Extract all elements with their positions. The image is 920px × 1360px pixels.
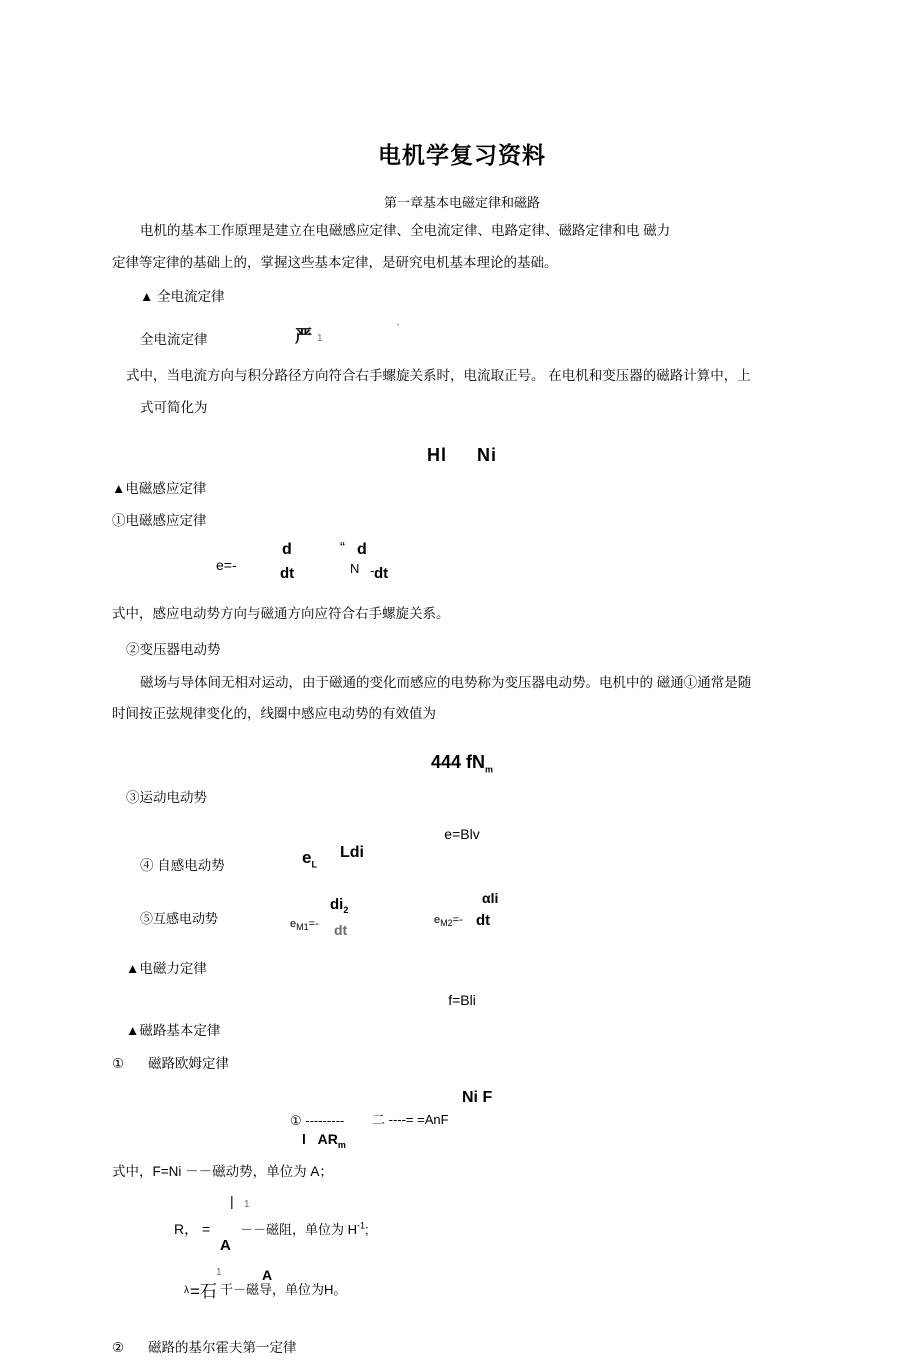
item-self-emf: ④ 自感电动势 <box>140 858 225 874</box>
note-magnetomotive-force: 式中，F=Ni －－磁动势，单位为 A； <box>112 1164 333 1180</box>
item-transformer-emf: ②变压器电动势 <box>126 642 221 658</box>
equation-444-sub: m <box>485 764 494 775</box>
equation-dt-m2: dt <box>476 912 491 930</box>
equation-ohm-two: 二 ----= =AnF <box>372 1112 449 1128</box>
document-body <box>112 0 812 1360</box>
equation-full-current-label: 全电流定律 <box>140 331 208 347</box>
equation-em2: $e_{M2}=-$ <box>434 914 463 929</box>
equation-faraday-dt2: dt <box>374 565 389 583</box>
equation-permeance-desc: 干－磁导，单位为H。 <box>220 1281 347 1297</box>
equation-eblv: e=Blv <box>444 826 480 843</box>
equation-full-current-tick1: 1 <box>317 332 323 344</box>
equation-self-inductance <box>112 844 812 880</box>
full-current-note-line2: 式可简化为 <box>140 399 208 415</box>
equation-reluctance-desc: －－磁阻，单位为 $H^{-1}$; <box>240 1220 369 1237</box>
item-induction-law: ①电磁感应定律 <box>112 512 207 528</box>
equation-faraday-d2: d <box>357 541 367 559</box>
item-magnetic-ohm-law <box>112 1051 812 1077</box>
page-title: 电机学复习资料 <box>378 142 546 168</box>
equation-reluctance-a: A <box>220 1236 231 1254</box>
item-magnetic-ohm-number: ① <box>112 1056 125 1072</box>
equation-fbli: f=Bli <box>448 991 476 1008</box>
section-magnetic-circuit-laws: ▲磁路基本定律 <box>126 1022 221 1038</box>
intro-paragraph-line1: 电机的基本工作原理是建立在电磁感应定律、全电流定律、电路定律、磁路定律和电 磁力 <box>140 223 671 238</box>
equation-reluctance-one: 1 <box>244 1198 250 1210</box>
equation-dt-m1: dt <box>334 922 348 939</box>
induction-note: 式中，感应电动势方向与磁通方向应符合右手螺旋关系。 <box>112 606 450 622</box>
equation-self-e: $e_L$ <box>302 848 317 870</box>
intro-paragraph-line2: 定律等定律的基础上的，掌握这些基本定律，是研究电机基本理论的基础。 <box>112 254 558 270</box>
item-motion-emf: ③运动电动势 <box>126 789 207 805</box>
chapter-heading: 第一章基本电磁定律和磁路 <box>383 195 540 210</box>
equation-reluctance-bar: | <box>230 1192 234 1209</box>
equation-ohm-nif: Ni F <box>462 1089 493 1107</box>
equation-permeance <box>112 1267 812 1327</box>
transformer-paragraph-line1: 磁场与导体间无相对运动，由于磁通的变化而感应的电势称为变压器电动势。电机中的 磁通①通常是随 <box>140 674 752 690</box>
item-mutual-emf: ⑤互感电动势 <box>140 911 219 927</box>
equation-faraday-dt1: dt <box>280 565 295 583</box>
equation-permeance-lambda: λ <box>184 1284 189 1296</box>
item-kirchhoff-number: ② <box>112 1339 125 1355</box>
equation-ohm-line: ① --------- <box>290 1113 345 1129</box>
equation-mutual-inductance <box>112 890 812 946</box>
equation-444-main: 444 fN <box>430 751 485 772</box>
equation-full-current <box>112 322 812 356</box>
equation-faraday <box>112 537 812 595</box>
item-magnetic-ohm-label: 磁路欧姆定律 <box>148 1056 229 1072</box>
equation-permeance-one: 1 <box>216 1266 222 1278</box>
item-kirchhoff-first-law <box>112 1335 812 1360</box>
equation-full-current-symbol: 严 <box>295 326 312 346</box>
equation-hl: Hl <box>427 445 447 466</box>
equation-faraday-d1: d <box>282 541 292 559</box>
section-full-current-law: ▲ 全电流定律 <box>140 289 225 305</box>
full-current-note-line1: 式中，当电流方向与积分路径方向符合右手螺旋关系时，电流取正号。 在电机和变压器的磁路计算中，上 <box>126 367 751 383</box>
section-induction-law: ▲电磁感应定律 <box>112 481 207 497</box>
equation-permeance-a: A <box>262 1266 273 1283</box>
equation-ohm-denominator: l $AR_m$ <box>302 1131 346 1150</box>
equation-faraday-e: e=- <box>216 557 237 574</box>
item-kirchhoff-label: 磁路的基尔霍夫第一定律 <box>148 1339 297 1355</box>
equation-444 <box>112 752 812 775</box>
equation-ni: Ni <box>477 445 497 466</box>
equation-reluctance <box>112 1193 812 1263</box>
equation-magnetic-ohm <box>112 1089 812 1153</box>
equation-faraday-quote: “ <box>340 539 345 557</box>
transformer-paragraph-line2: 时间按正弦规律变化的，线圈中感应电动势的有效值为 <box>112 706 436 722</box>
equation-self-ldi: Ldi <box>340 844 364 862</box>
equation-reluctance-label: R， = <box>174 1220 211 1237</box>
equation-em1: $e_{M1}=-$ <box>290 918 319 933</box>
section-electromagnetic-force: ▲电磁力定律 <box>126 961 207 977</box>
equation-ali: αli <box>482 890 499 907</box>
equation-faraday-n: N <box>350 561 360 577</box>
equation-faraday-minus: - <box>370 563 375 579</box>
equation-permeance-shi: =石 <box>190 1281 217 1301</box>
equation-di2: $di_2$ <box>330 896 349 916</box>
equation-hl-ni <box>112 445 812 466</box>
equation-full-current-tick2: ' <box>397 321 400 334</box>
